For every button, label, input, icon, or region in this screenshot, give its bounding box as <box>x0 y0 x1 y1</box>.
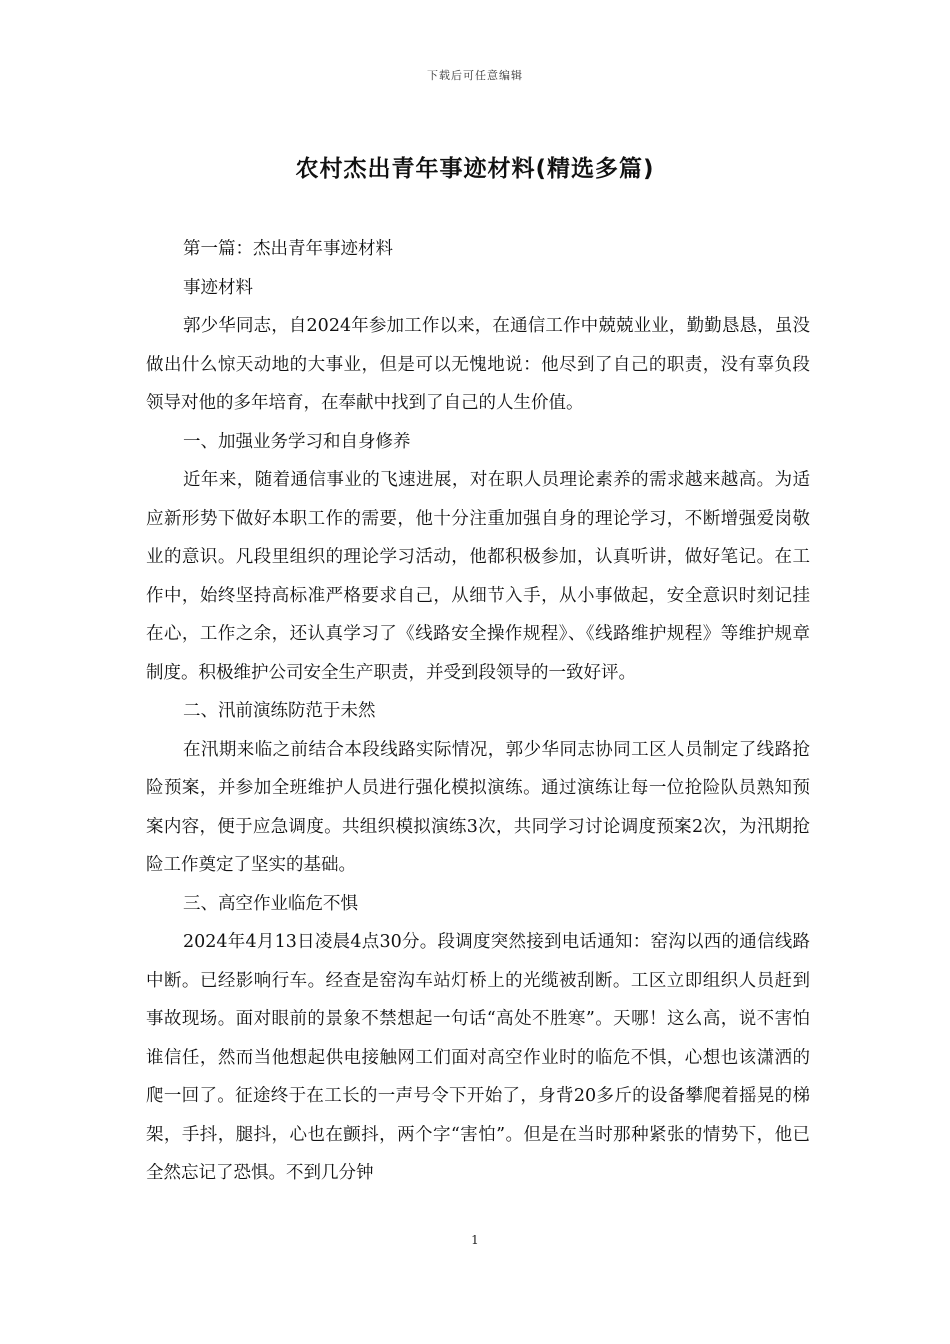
heading-study: 一、加强业务学习和自身修养 <box>183 431 411 452</box>
heading-high-altitude: 三、高空作业临危不惧 <box>183 893 358 914</box>
study-paragraph: 近年来，随着通信事业的飞速进展，对在职人员理论素养的需求越来越高。为适应新形势下做好本职工作的需要，他十分注重加强自身的理论学习，不断增强爱岗敬业的意识。凡段里组织的理论学习活动，他都积极参加，认真听讲，做好笔记。在工作中，始终坚持高标准严格要求自己，从细节入手，从小事做起，安全意识时刻记挂在心，工作之余，还认真学习了《线路安全操作规程》、《线路维护规程》等维护规章制度。积极维护公司安全生产职责，并受到段领导的一致好评。 <box>146 470 810 683</box>
header-note: 下载后可任意编辑 <box>427 69 523 82</box>
intro-paragraph: 郭少华同志，自2024年参加工作以来，在通信工作中兢兢业业，勤勤恳恳，虽没做出什么惊天动地的大事业，但是可以无愧地说：他尽到了自己的职责，没有辜负段领导对他的多年培育，在奉献中找到了自己的人生价值。 <box>146 316 810 413</box>
high-altitude-paragraph: 2024年4月13日凌晨4点30分。段调度突然接到电话通知：窑沟以西的通信线路中断。已经影响行车。经查是窑沟车站灯桥上的光缆被刮断。工区立即组织人员赶到事故现场。面对眼前的景象不禁想起一句话“高处不胜寒”。天哪！这么高，说不害怕谁信任，然而当他想起供电接触网工们面对高空作业时的临危不惧，心想也该潇洒的爬一回了。征途终于在工长的一声号令下开始了，身背20多斤的设备攀爬着摇晃的梯架，手抖，腿抖，心也在颤抖，两个字“害怕”。但是在当时那种紧张的情势下，他已全然忘记了恐惧。不到几分钟 <box>146 932 810 1183</box>
document-body <box>146 230 810 1193</box>
heading-flood-drill: 二、汛前演练防范于未然 <box>183 701 376 721</box>
subheading-deeds: 事迹材料 <box>183 277 253 298</box>
flood-drill-paragraph: 在汛期来临之前结合本段线路实际情况，郭少华同志协同工区人员制定了线路抢险预案，并参加全班维护人员进行强化模拟演练。通过演练让每一位抢险队员熟知预案内容，便于应急调度。共组织模拟演练3次，共同学习讨论调度预案2次，为汛期抢险工作奠定了坚实的基础。 <box>146 739 810 875</box>
section-heading-part-one: 第一篇：杰出青年事迹材料 <box>183 239 393 259</box>
page-number: 1 <box>471 1233 479 1247</box>
document-title: 农村杰出青年事迹材料(精选多篇) <box>295 156 655 182</box>
